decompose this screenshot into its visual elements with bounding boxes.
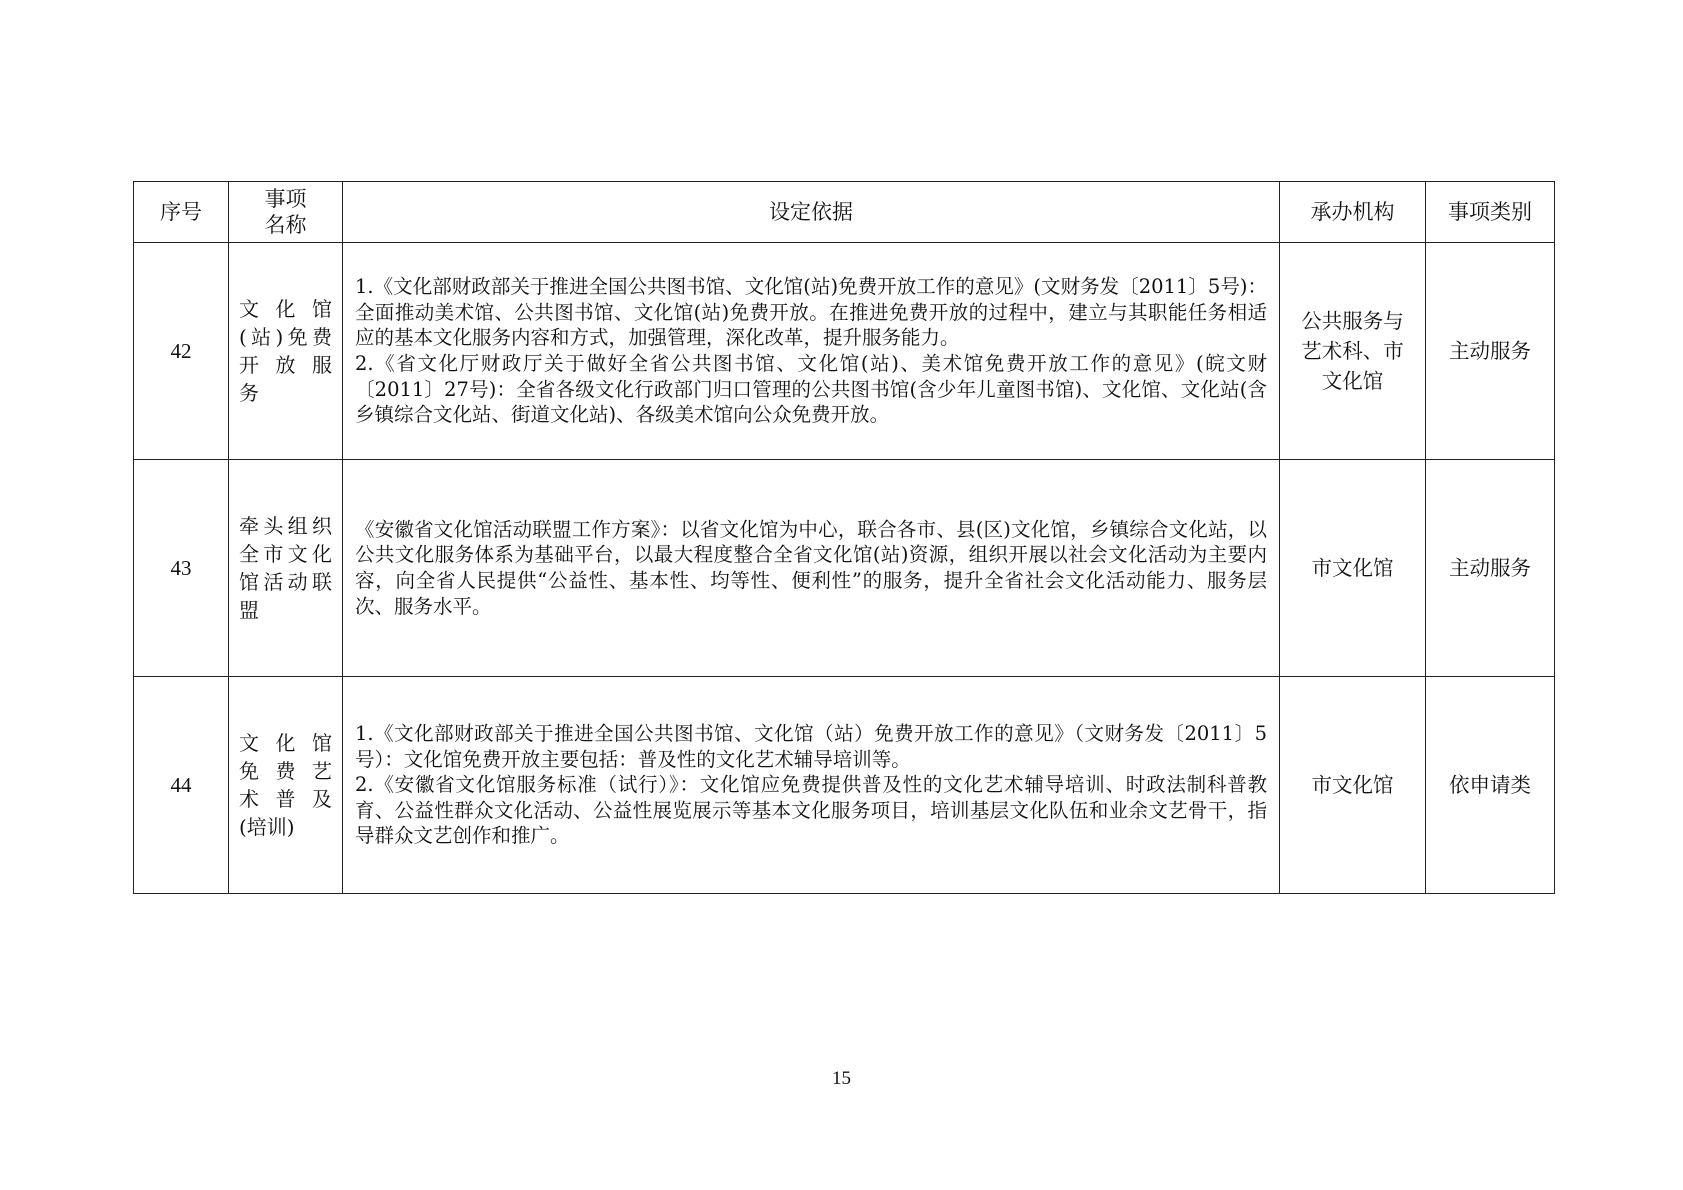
org-line: 公共服务与 — [1301, 309, 1404, 333]
item-name-line: 文 化 馆 — [239, 731, 332, 755]
basis-paragraph: 1.《文化部财政部关于推进全国公共图书馆、文化馆（站）免费开放工作的意见》（文财务发〔2011〕5号）：文化馆免费开放主要包括：普及性的文化艺术辅导培训等。 — [355, 722, 1267, 771]
basis-paragraph: 1.《文化部财政部关于推进全国公共图书馆、文化馆(站)免费开放工作的意见》(文财务发〔2011〕5号)：全面推动美术馆、公共图书馆、文化馆(站)免费开放。在推进免费开放的过程中，建立与其职能任务相适应的基本文化服务内容和方式，加强管理，深化改革，提升服务能力。 — [355, 275, 1267, 350]
item-name-line: 开 放 服 — [239, 353, 332, 377]
org-cell — [1280, 243, 1426, 460]
service-items-table — [133, 181, 1555, 894]
header-name — [229, 182, 343, 243]
header-type: 事项类别 — [1426, 182, 1555, 243]
item-name-line: (站)免费 — [239, 325, 332, 349]
basis-paragraph: 2.《省文化厅财政厅关于做好全省公共图书馆、文化馆(站)、美术馆免费开放工作的意见》(皖文财〔2011〕27号)：全省各级文化行政部门归口管理的公共图书馆(含少年儿童图书馆)、文化馆、文化站(含乡镇综合文化站、街道文化站)、各级美术馆向公众免费开放。 — [355, 352, 1267, 427]
header-name-line1: 事项 — [264, 187, 307, 211]
row-number: 43 — [134, 460, 229, 677]
row-number: 44 — [134, 677, 229, 894]
header-org: 承办机构 — [1280, 182, 1426, 243]
org-cell — [1280, 460, 1426, 677]
org-line: 市文化馆 — [1311, 773, 1394, 797]
item-name-line: 馆活动联 — [239, 570, 332, 594]
item-name-line: 务 — [239, 381, 259, 405]
org-cell — [1280, 677, 1426, 894]
item-name-line: 免 费 艺 — [239, 759, 332, 783]
org-line: 文化馆 — [1321, 369, 1384, 393]
item-type: 主动服务 — [1426, 460, 1555, 677]
table-header-row — [134, 182, 1555, 243]
item-type: 主动服务 — [1426, 243, 1555, 460]
table-row — [134, 677, 1555, 894]
item-name-line: 文 化 馆 — [239, 297, 332, 321]
org-line: 艺术科、市 — [1301, 339, 1404, 363]
row-number: 42 — [134, 243, 229, 460]
basis-cell — [343, 243, 1280, 460]
item-name — [229, 460, 343, 677]
item-name-line: 全市文化 — [239, 542, 332, 566]
basis-paragraph: 2.《安徽省文化馆服务标准（试行）》：文化馆应免费提供普及性的文化艺术辅导培训、时政法制科普教育、公益性群众文化活动、公益性展览展示等基本文化服务项目，培训基层文化队伍和业余文艺骨干，指导群众文艺创作和推广。 — [355, 773, 1267, 848]
table-row — [134, 243, 1555, 460]
item-name-line: 盟 — [239, 598, 259, 622]
item-name — [229, 677, 343, 894]
item-name-line: 术 普 及 — [239, 787, 332, 811]
header-basis: 设定依据 — [343, 182, 1280, 243]
basis-cell — [343, 677, 1280, 894]
item-type: 依申请类 — [1426, 677, 1555, 894]
basis-cell — [343, 460, 1280, 677]
org-line: 市文化馆 — [1311, 556, 1394, 580]
header-no: 序号 — [134, 182, 229, 243]
item-name-line: (培训) — [239, 815, 295, 839]
header-name-line2: 名称 — [264, 213, 307, 237]
table-row — [134, 460, 1555, 677]
item-name — [229, 243, 343, 460]
basis-paragraph: 《安徽省文化馆活动联盟工作方案》：以省文化馆为中心，联合各市、县(区)文化馆，乡镇综合文化站，以公共文化服务体系为基础平台，以最大程度整合全省文化馆(站)资源，组织开展以社会文化活动为主要内容，向全省人民提供“公益性、基本性、均等性、便利性”的服务，提升全省社会文化活动能力、服务层次、服务水平。 — [355, 517, 1267, 618]
item-name-line: 牵头组织 — [239, 514, 332, 538]
page-number: 15 — [832, 1068, 851, 1089]
